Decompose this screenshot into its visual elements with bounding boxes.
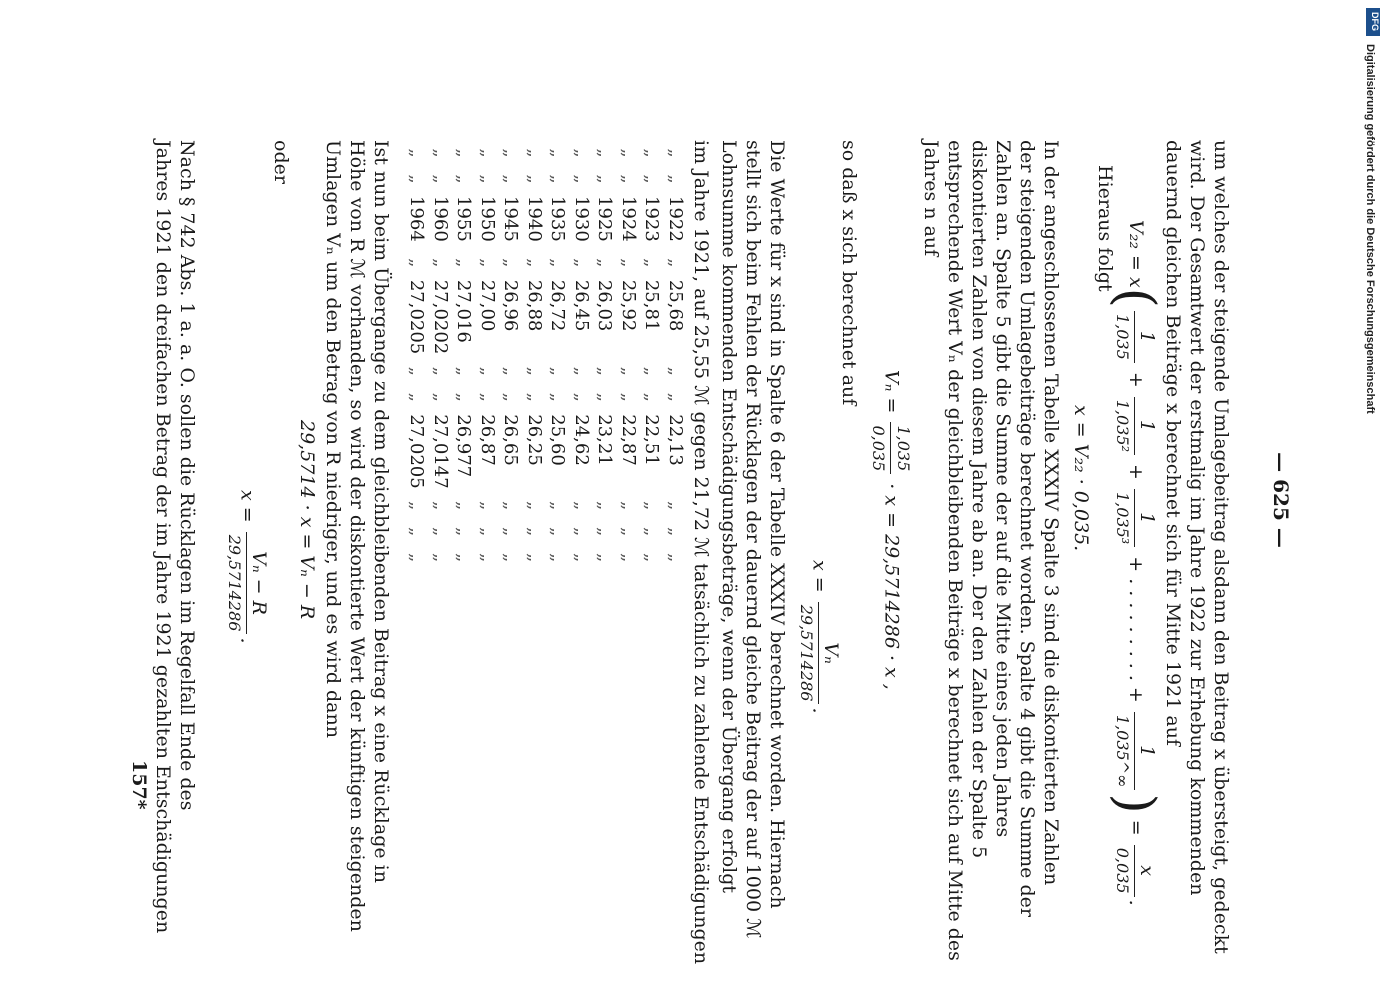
- table-row: [664, 140, 688, 571]
- value-a-cell: 25,81: [641, 279, 663, 332]
- value-b-cell: 22,87: [617, 414, 639, 466]
- dfg-credit-strip: [1362, 44, 1376, 424]
- ditto-mark: „: [594, 366, 616, 376]
- ditto-mark: „: [476, 366, 498, 376]
- ditto-mark: „: [523, 366, 545, 376]
- dfg-credit-text: Digitalisierung gefördert durch die Deutsche Forschungsgemeinschaft: [1364, 44, 1376, 414]
- ditto-mark: „: [570, 392, 592, 402]
- formula-x3: x = Vₙ − R 29,5714286 .: [222, 490, 271, 643]
- table-row: [476, 140, 500, 571]
- table-row: [617, 140, 641, 571]
- ditto-mark: „: [500, 366, 522, 376]
- ditto-mark: „: [617, 174, 639, 184]
- year-cell: 1950: [476, 196, 498, 242]
- ditto-mark: „: [476, 148, 498, 158]
- ditto-mark: „: [429, 527, 451, 537]
- fraction: 1 1,035²: [1111, 397, 1160, 455]
- ditto-mark: „: [406, 366, 428, 376]
- text-line: Lohnsumme kommenden Entschädigungsbeträge, wenn der Übergang erfolgt: [718, 140, 740, 894]
- ditto-mark: „: [429, 392, 451, 402]
- ditto-mark: „: [453, 392, 475, 402]
- ditto-mark: „: [523, 501, 545, 511]
- text-oder: oder: [270, 140, 292, 184]
- value-b-cell: 22,51: [641, 414, 663, 466]
- ditto-mark: „: [476, 527, 498, 537]
- text-line: Höhe von R ℳ vorhanden, so wird der diskontierte Wert der künftigen steigenden: [346, 140, 368, 932]
- value-b-cell: 26,87: [476, 414, 498, 466]
- value-b-cell: 26,65: [500, 414, 522, 466]
- ditto-mark: „: [664, 258, 686, 268]
- value-b-cell: 27,0147: [429, 414, 451, 489]
- ditto-mark: „: [406, 553, 428, 563]
- ditto-mark: „: [664, 392, 686, 402]
- text-line: Nach § 742 Abs. 1 a. a. O. sollen die Rücklagen im Regelfall Ende des: [176, 140, 198, 811]
- ditto-mark: „: [547, 366, 569, 376]
- text-hieraus: Hieraus folgt: [1094, 165, 1116, 292]
- paragraph-5: [151, 140, 199, 934]
- ditto-mark: „: [570, 501, 592, 511]
- value-b-cell: 25,60: [547, 414, 569, 466]
- value-b-cell: 27,0205: [406, 414, 428, 489]
- year-cell: 1930: [570, 196, 592, 242]
- ditto-mark: „: [570, 553, 592, 563]
- value-a-cell: 27,00: [476, 279, 498, 332]
- ditto-mark: „: [476, 258, 498, 268]
- ditto-mark: „: [406, 174, 428, 184]
- fraction: x 0,035: [1111, 845, 1160, 897]
- table-row: [640, 140, 664, 571]
- ditto-mark: „: [523, 148, 545, 158]
- ditto-mark: „: [594, 392, 616, 402]
- ditto-mark: „: [476, 501, 498, 511]
- ditto-mark: „: [500, 258, 522, 268]
- ditto-mark: „: [500, 501, 522, 511]
- ditto-mark: „: [641, 148, 663, 158]
- ditto-mark: „: [476, 174, 498, 184]
- ditto-mark: „: [664, 174, 686, 184]
- ditto-mark: „: [500, 392, 522, 402]
- value-b-cell: 24,62: [570, 414, 592, 466]
- ditto-mark: „: [429, 553, 451, 563]
- ditto-mark: „: [641, 258, 663, 268]
- year-cell: 1960: [429, 196, 451, 242]
- text-line: Jahres n auf: [920, 140, 942, 257]
- intro-paragraph: [1161, 140, 1233, 954]
- ditto-mark: „: [617, 258, 639, 268]
- ditto-mark: „: [641, 392, 663, 402]
- ditto-mark: „: [617, 501, 639, 511]
- ditto-mark: „: [453, 527, 475, 537]
- ditto-mark: „: [547, 553, 569, 563]
- value-b-cell: 22,13: [664, 414, 686, 466]
- ditto-mark: „: [429, 148, 451, 158]
- ditto-mark: „: [664, 148, 686, 158]
- text-line: diskontierten Zahlen von diesem Jahre ab an. Der den Zahlen der Spalte 5: [968, 140, 990, 859]
- ditto-mark: „: [641, 527, 663, 537]
- paragraph-3: [717, 140, 789, 939]
- ditto-mark: „: [406, 527, 428, 537]
- text-line: Jahres 1921 den dreifachen Betrag der im Jahre 1921 gezahlten Entschädigungen: [152, 140, 174, 934]
- fraction: Vₙ − R 29,5714286: [222, 532, 271, 635]
- formula-vn: Vₙ = 1,035 0,035 · x = 29,5714286 · x ,: [866, 370, 915, 690]
- year-cell: 1940: [523, 196, 545, 242]
- year-cell: 1924: [617, 196, 639, 242]
- ditto-mark: „: [617, 392, 639, 402]
- ditto-mark: „: [594, 258, 616, 268]
- value-a-cell: 26,45: [570, 279, 592, 332]
- ditto-mark: „: [523, 258, 545, 268]
- ditto-mark: „: [664, 553, 686, 563]
- fraction: 1 1,035: [1111, 311, 1160, 363]
- ditto-mark: „: [664, 366, 686, 376]
- table-row: [593, 140, 617, 571]
- ditto-mark: „: [500, 174, 522, 184]
- text-line: Zahlen an. Spalte 5 gibt die Summe der auf die Mitte eines jeden Jahres: [992, 140, 1014, 838]
- ditto-mark: „: [594, 553, 616, 563]
- ditto-mark: „: [453, 501, 475, 511]
- text-line: entsprechende Wert Vₙ der gleichbleibenden Beiträge x berechnet sich auf Mitte des: [944, 140, 966, 961]
- ditto-mark: „: [523, 174, 545, 184]
- text-line: der steigenden Umlagebeiträge berechnet worden. Spalte 4 gibt die Summe der: [1016, 140, 1038, 917]
- ditto-mark: „: [617, 366, 639, 376]
- ditto-mark: „: [664, 527, 686, 537]
- ditto-mark: „: [664, 501, 686, 511]
- text-line: um welches der steigende Umlagebeitrag alsdann den Beitrag x übersteigt, gedeckt: [1210, 140, 1232, 954]
- ditto-mark: „: [476, 553, 498, 563]
- signature-mark: 157*: [128, 760, 150, 810]
- text-line: wird. Der Gesamtwert der erstmalig im Jahre 1922 zur Erhebung kommenden: [1186, 140, 1208, 896]
- text-line: Umlagen Vₙ um den Betrag von R niedriger, und es wird dann: [322, 140, 344, 738]
- value-a-cell: 27,016: [453, 279, 475, 343]
- year-cell: 1922: [664, 196, 686, 242]
- fraction: 1 1,035^∞: [1111, 712, 1160, 791]
- value-a-cell: 26,72: [547, 279, 569, 332]
- paragraph-4: [321, 140, 393, 932]
- ditto-mark: „: [594, 174, 616, 184]
- table-row: [499, 140, 523, 571]
- page-number: — 625 —: [1269, 452, 1293, 548]
- ditto-mark: „: [547, 501, 569, 511]
- ditto-mark: „: [406, 501, 428, 511]
- ditto-mark: „: [500, 148, 522, 158]
- ditto-mark: „: [547, 174, 569, 184]
- ditto-mark: „: [429, 366, 451, 376]
- ditto-mark: „: [617, 527, 639, 537]
- ditto-mark: „: [594, 527, 616, 537]
- formula-lhs: V₂₂ = x: [1125, 220, 1147, 288]
- formula-dots: + . . . . . . . . . +: [1125, 556, 1147, 703]
- ditto-mark: „: [453, 148, 475, 158]
- ditto-mark: „: [617, 148, 639, 158]
- text-line: stellt sich beim Fehlen der Rücklagen der dauernd gleiche Beitrag der auf 1000 ℳ: [742, 140, 764, 939]
- ditto-mark: „: [453, 174, 475, 184]
- ditto-mark: „: [617, 553, 639, 563]
- ditto-mark: „: [641, 501, 663, 511]
- ditto-mark: „: [406, 392, 428, 402]
- ditto-mark: „: [523, 527, 545, 537]
- values-table-wrap: [405, 140, 687, 571]
- ditto-mark: „: [570, 174, 592, 184]
- ditto-mark: „: [594, 501, 616, 511]
- ditto-mark: „: [500, 553, 522, 563]
- ditto-mark: „: [547, 527, 569, 537]
- ditto-mark: „: [453, 366, 475, 376]
- table-row: [523, 140, 547, 571]
- value-b-cell: 26,25: [523, 414, 545, 466]
- year-cell: 1955: [453, 196, 475, 242]
- ditto-mark: „: [429, 174, 451, 184]
- value-a-cell: 25,92: [617, 279, 639, 332]
- value-a-cell: 26,88: [523, 279, 545, 332]
- value-a-cell: 27,0205: [406, 279, 428, 355]
- ditto-mark: „: [453, 258, 475, 268]
- ditto-mark: „: [570, 148, 592, 158]
- ditto-mark: „: [500, 527, 522, 537]
- ditto-mark: „: [641, 174, 663, 184]
- fraction: 1,035 0,035: [866, 422, 915, 474]
- value-a-cell: 25,68: [664, 279, 686, 332]
- ditto-mark: „: [523, 392, 545, 402]
- fraction: 1 1,035³: [1111, 489, 1160, 547]
- table-row: [405, 140, 429, 571]
- ditto-mark: „: [594, 148, 616, 158]
- text-so-dass: so daß x sich berechnet auf: [838, 140, 860, 406]
- year-cell: 1935: [547, 196, 569, 242]
- year-cell: 1964: [406, 196, 428, 242]
- ditto-mark: „: [641, 553, 663, 563]
- ditto-mark: „: [570, 527, 592, 537]
- text-line: Die Werte für x sind in Spalte 6 der Tabelle XXXIV berechnet worden. Hiernach: [766, 140, 788, 909]
- ditto-mark: „: [476, 392, 498, 402]
- value-b-cell: 23,21: [594, 414, 616, 466]
- ditto-mark: „: [570, 366, 592, 376]
- text-line: Ist nun beim Übergange zu dem gleichbleibenden Beitrag x eine Rücklage in: [370, 140, 392, 883]
- ditto-mark: „: [547, 258, 569, 268]
- dfg-logo: DFG: [1366, 8, 1380, 36]
- ditto-mark: „: [641, 366, 663, 376]
- year-cell: 1923: [641, 196, 663, 242]
- formula-v22: V₂₂ = x( 1 1,035 + 1 1,035² + 1 1,035³ + . . . . . . . . . + 1 1,035^∞ ) = x 0,035 .: [1105, 220, 1165, 906]
- formula-x: x = V₂₂ · 0,035.: [1070, 405, 1092, 552]
- text-line: dauernd gleichen Beiträge x berechnet sich für Mitte 1921 auf: [1162, 140, 1184, 746]
- formula-x2: x = Vₙ 29,5714286 .: [794, 560, 843, 713]
- ditto-mark: „: [429, 501, 451, 511]
- values-table: [405, 140, 687, 571]
- formula-r: 29,5714 · x = Vₙ − R: [296, 420, 318, 620]
- table-row: [546, 140, 570, 571]
- table-row: [570, 140, 594, 571]
- ditto-mark: „: [453, 553, 475, 563]
- ditto-mark: „: [406, 148, 428, 158]
- fraction: Vₙ 29,5714286: [794, 602, 843, 705]
- ditto-mark: „: [570, 258, 592, 268]
- text-line: In der angeschlossenen Tabelle XXXIV Spalte 3 sind die diskontierten Zahlen: [1040, 140, 1062, 886]
- ditto-mark: „: [429, 258, 451, 268]
- value-a-cell: 27,0202: [429, 279, 451, 355]
- year-cell: 1925: [594, 196, 616, 242]
- ditto-mark: „: [523, 553, 545, 563]
- table-row: [452, 140, 476, 571]
- ditto-mark: „: [547, 392, 569, 402]
- value-b-cell: 26,977: [453, 414, 475, 478]
- value-a-cell: 26,96: [500, 279, 522, 332]
- paragraph-2: [919, 140, 1063, 961]
- year-cell: 1945: [500, 196, 522, 242]
- ditto-mark: „: [547, 148, 569, 158]
- value-a-cell: 26,03: [594, 279, 616, 332]
- table-row: [429, 140, 453, 571]
- table-header-line: im Jahre 1921, auf 25,55 ℳ gegen 21,72 ℳ tatsächlich zu zahlende Entschädigungen: [690, 140, 712, 965]
- ditto-mark: „: [406, 258, 428, 268]
